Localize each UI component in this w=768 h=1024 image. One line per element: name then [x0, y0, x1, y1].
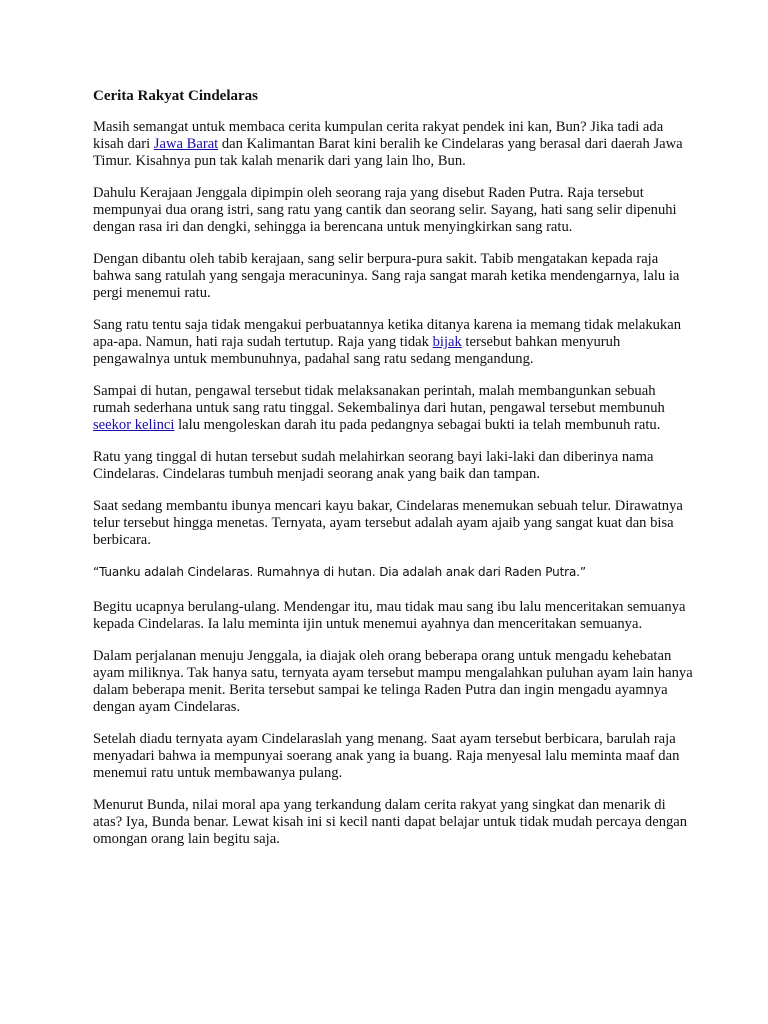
paragraph-text: tersebut bahkan menyuruh pengawalnya untuk membunuhnya, padahal sang ratu sedang mengandung. [93, 334, 621, 367]
paragraph-7: Saat sedang membantu ibunya mencari kayu bakar, Cindelaras menemukan sebuah telur. Dirawatnya telur tersebut hingga menetas. Ternyata, ayam tersebut adalah ayam ajaib yang sangat kuat dan bisa berbicara. [93, 498, 683, 548]
paragraph-2: Dahulu Kerajaan Jenggala dipimpin oleh seorang raja yang disebut Raden Putra. Raja tersebut mempunyai dua orang istri, sang ratu yang cantik dan seorang selir. Sayang, hati sang selir dipenuhi dengan rasa iri dan dengki, sehingga ia berencana untuk menyingkirkan sang ratu. [93, 185, 677, 235]
paragraph-8: Begitu ucapnya berulang-ulang. Mendengar itu, mau tidak mau sang ibu lalu menceritakan semuanya kepada Cindelaras. Ia lalu meminta ijin untuk menemui ayahnya dan menceritakan semuanya. [93, 599, 686, 632]
paragraph-4 [93, 317, 693, 368]
paragraph-6: Ratu yang tinggal di hutan tersebut sudah melahirkan seorang bayi laki-laki dan diberinya nama Cindelaras. Cindelaras tumbuh menjadi seorang anak yang baik dan tampan. [93, 449, 654, 482]
paragraph-3: Dengan dibantu oleh tabib kerajaan, sang selir berpura-pura sakit. Tabib mengatakan kepada raja bahwa sang ratulah yang sengaja meracuninya. Sang raja sangat marah ketika mendengarnya, lalu ia pergi menemui ratu. [93, 251, 680, 301]
link-bijak[interactable]: bijak [432, 334, 462, 350]
paragraph-11: Menurut Bunda, nilai moral apa yang terkandung dalam cerita rakyat yang singkat dan menarik di atas? Iya, Bunda benar. Lewat kisah ini si kecil nanti dapat belajar untuk tidak mudah percaya dengan omongan orang lain begitu saja. [93, 797, 688, 847]
document-title: Cerita Rakyat Cindelaras [93, 88, 258, 104]
paragraph-text: Masih semangat untuk membaca cerita kumpulan cerita rakyat pendek ini kan, Bun? Jika tadi ada kisah dari [93, 119, 664, 152]
paragraph-text: lalu mengoleskan darah itu pada pedangnya sebagai bukti ia telah membunuh ratu. [174, 417, 661, 433]
paragraph-5 [93, 383, 693, 434]
paragraph-10: Setelah diadu ternyata ayam Cindelaraslah yang menang. Saat ayam tersebut berbicara, barulah raja menyadari bahwa ia mempunyai soerang anak yang ia buang. Raja menyesal lalu meminta maaf dan menemui ratu untuk membawanya pulang. [93, 731, 680, 781]
paragraph-9: Dalam perjalanan menuju Jenggala, ia diajak oleh orang beberapa orang untuk mengadu kehebatan ayam miliknya. Tak hanya satu, ternyata ayam tersebut mampu mengalahkan puluhan ayam lain hanya dalam beberapa menit. Berita tersebut sampai ke telinga Raden Putra dan ingin mengadu ayamnya dengan ayam Cindelaras. [93, 648, 693, 715]
link-seekor-kelinci[interactable]: seekor kelinci [93, 417, 175, 433]
paragraph-intro [93, 119, 693, 170]
quote: “Tuanku adalah Cindelaras. Rumahnya di hutan. Dia adalah anak dari Raden Putra.” [93, 565, 586, 579]
document-page [93, 88, 693, 863]
paragraph-text: dan Kalimantan Barat kini beralih ke Cindelaras yang berasal dari daerah Jawa Timur. Kisahnya pun tak kalah menarik dari yang lain lho, Bun. [93, 136, 683, 169]
paragraph-text: Sang ratu tentu saja tidak mengakui perbuatannya ketika ditanya karena ia memang tidak melakukan apa-apa. Namun, hati raja sudah tertutup. Raja yang tidak [93, 317, 681, 350]
link-jawa-barat[interactable]: Jawa Barat [153, 136, 219, 152]
paragraph-text: Sampai di hutan, pengawal tersebut tidak melaksanakan perintah, malah membangunkan sebuah rumah sederhana untuk sang ratu tinggal. Sekembalinya dari hutan, pengawal tersebut membunuh [93, 383, 665, 416]
